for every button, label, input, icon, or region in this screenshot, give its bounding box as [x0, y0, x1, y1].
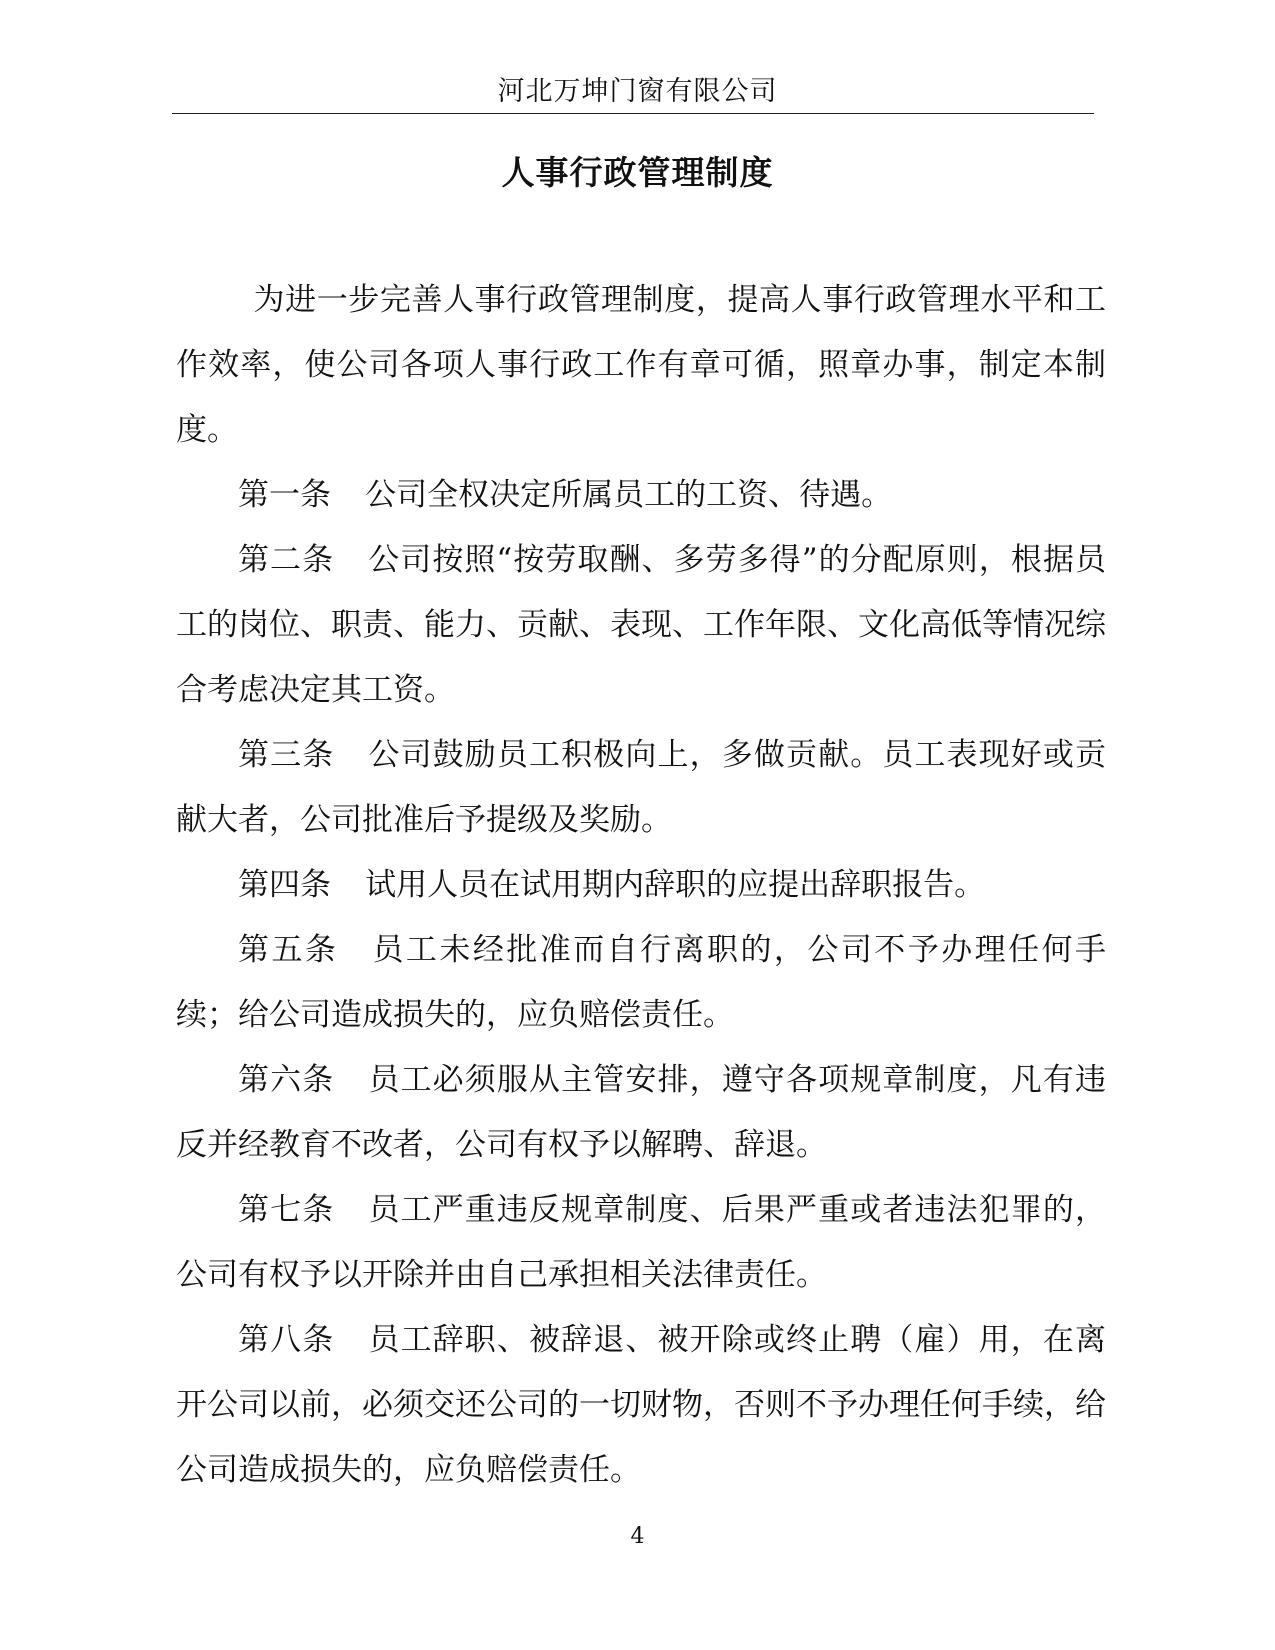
article-7: [176, 1178, 1106, 1308]
article-text: 公司全权决定所属员工的工资、待遇。: [365, 477, 893, 513]
header-rule: [172, 113, 1094, 114]
intro-paragraph: 为进一步完善人事行政管理制度，提高人事行政管理水平和工作效率，使公司各项人事行政工作有章可循，照章办事，制定本制度。: [176, 282, 1106, 448]
article-text: 公司按照“按劳取酬、多劳多得”的分配原则，根据员工的岗位、职责、能力、贡献、表现、工作年限、文化高低等情况综合考虑决定其工资。: [176, 542, 1106, 708]
running-header: 河北万坤门窗有限公司: [497, 76, 778, 107]
article-4: [176, 853, 1106, 918]
article-text: 员工必须服从主管安排，遵守各项规章制度，凡有违反并经教育不改者，公司有权予以解聘、辞退。: [176, 1062, 1107, 1163]
article-text: 公司鼓励员工积极向上，多做贡献。员工表现好或贡献大者，公司批准后予提级及奖励。: [176, 737, 1107, 838]
article-number: 第六条: [238, 1062, 335, 1098]
document-title: 人事行政管理制度: [501, 153, 774, 192]
article-1: [176, 463, 1106, 528]
article-2: [176, 528, 1106, 723]
article-number: 第八条: [238, 1322, 335, 1358]
article-number: 第一条: [238, 477, 331, 513]
document-body: [176, 268, 1106, 1503]
article-text: 员工辞职、被辞退、被开除或终止聘（雇）用，在离开公司以前，必须交还公司的一切财物，否则不予办理任何手续，给公司造成损失的，应负赔偿责任。: [176, 1322, 1107, 1488]
article-text: 员工未经批准而自行离职的，公司不予办理任何手续；给公司造成损失的，应负赔偿责任。: [176, 932, 1107, 1033]
article-5: [176, 918, 1106, 1048]
article-number: 第五条: [238, 932, 339, 968]
article-text: 员工严重违反规章制度、后果严重或者违法犯罪的，公司有权予以开除并由自己承担相关法律责任。: [176, 1192, 1107, 1293]
article-3: [176, 723, 1106, 853]
article-number: 第三条: [238, 737, 335, 773]
article-number: 第四条: [238, 867, 331, 903]
article-number: 第七条: [238, 1192, 335, 1228]
article-number: 第二条: [238, 542, 335, 578]
article-text: 试用人员在试用期内辞职的应提出辞职报告。: [365, 867, 986, 903]
article-6: [176, 1048, 1106, 1178]
page-number: 4: [630, 1524, 645, 1549]
article-8: [176, 1308, 1106, 1503]
